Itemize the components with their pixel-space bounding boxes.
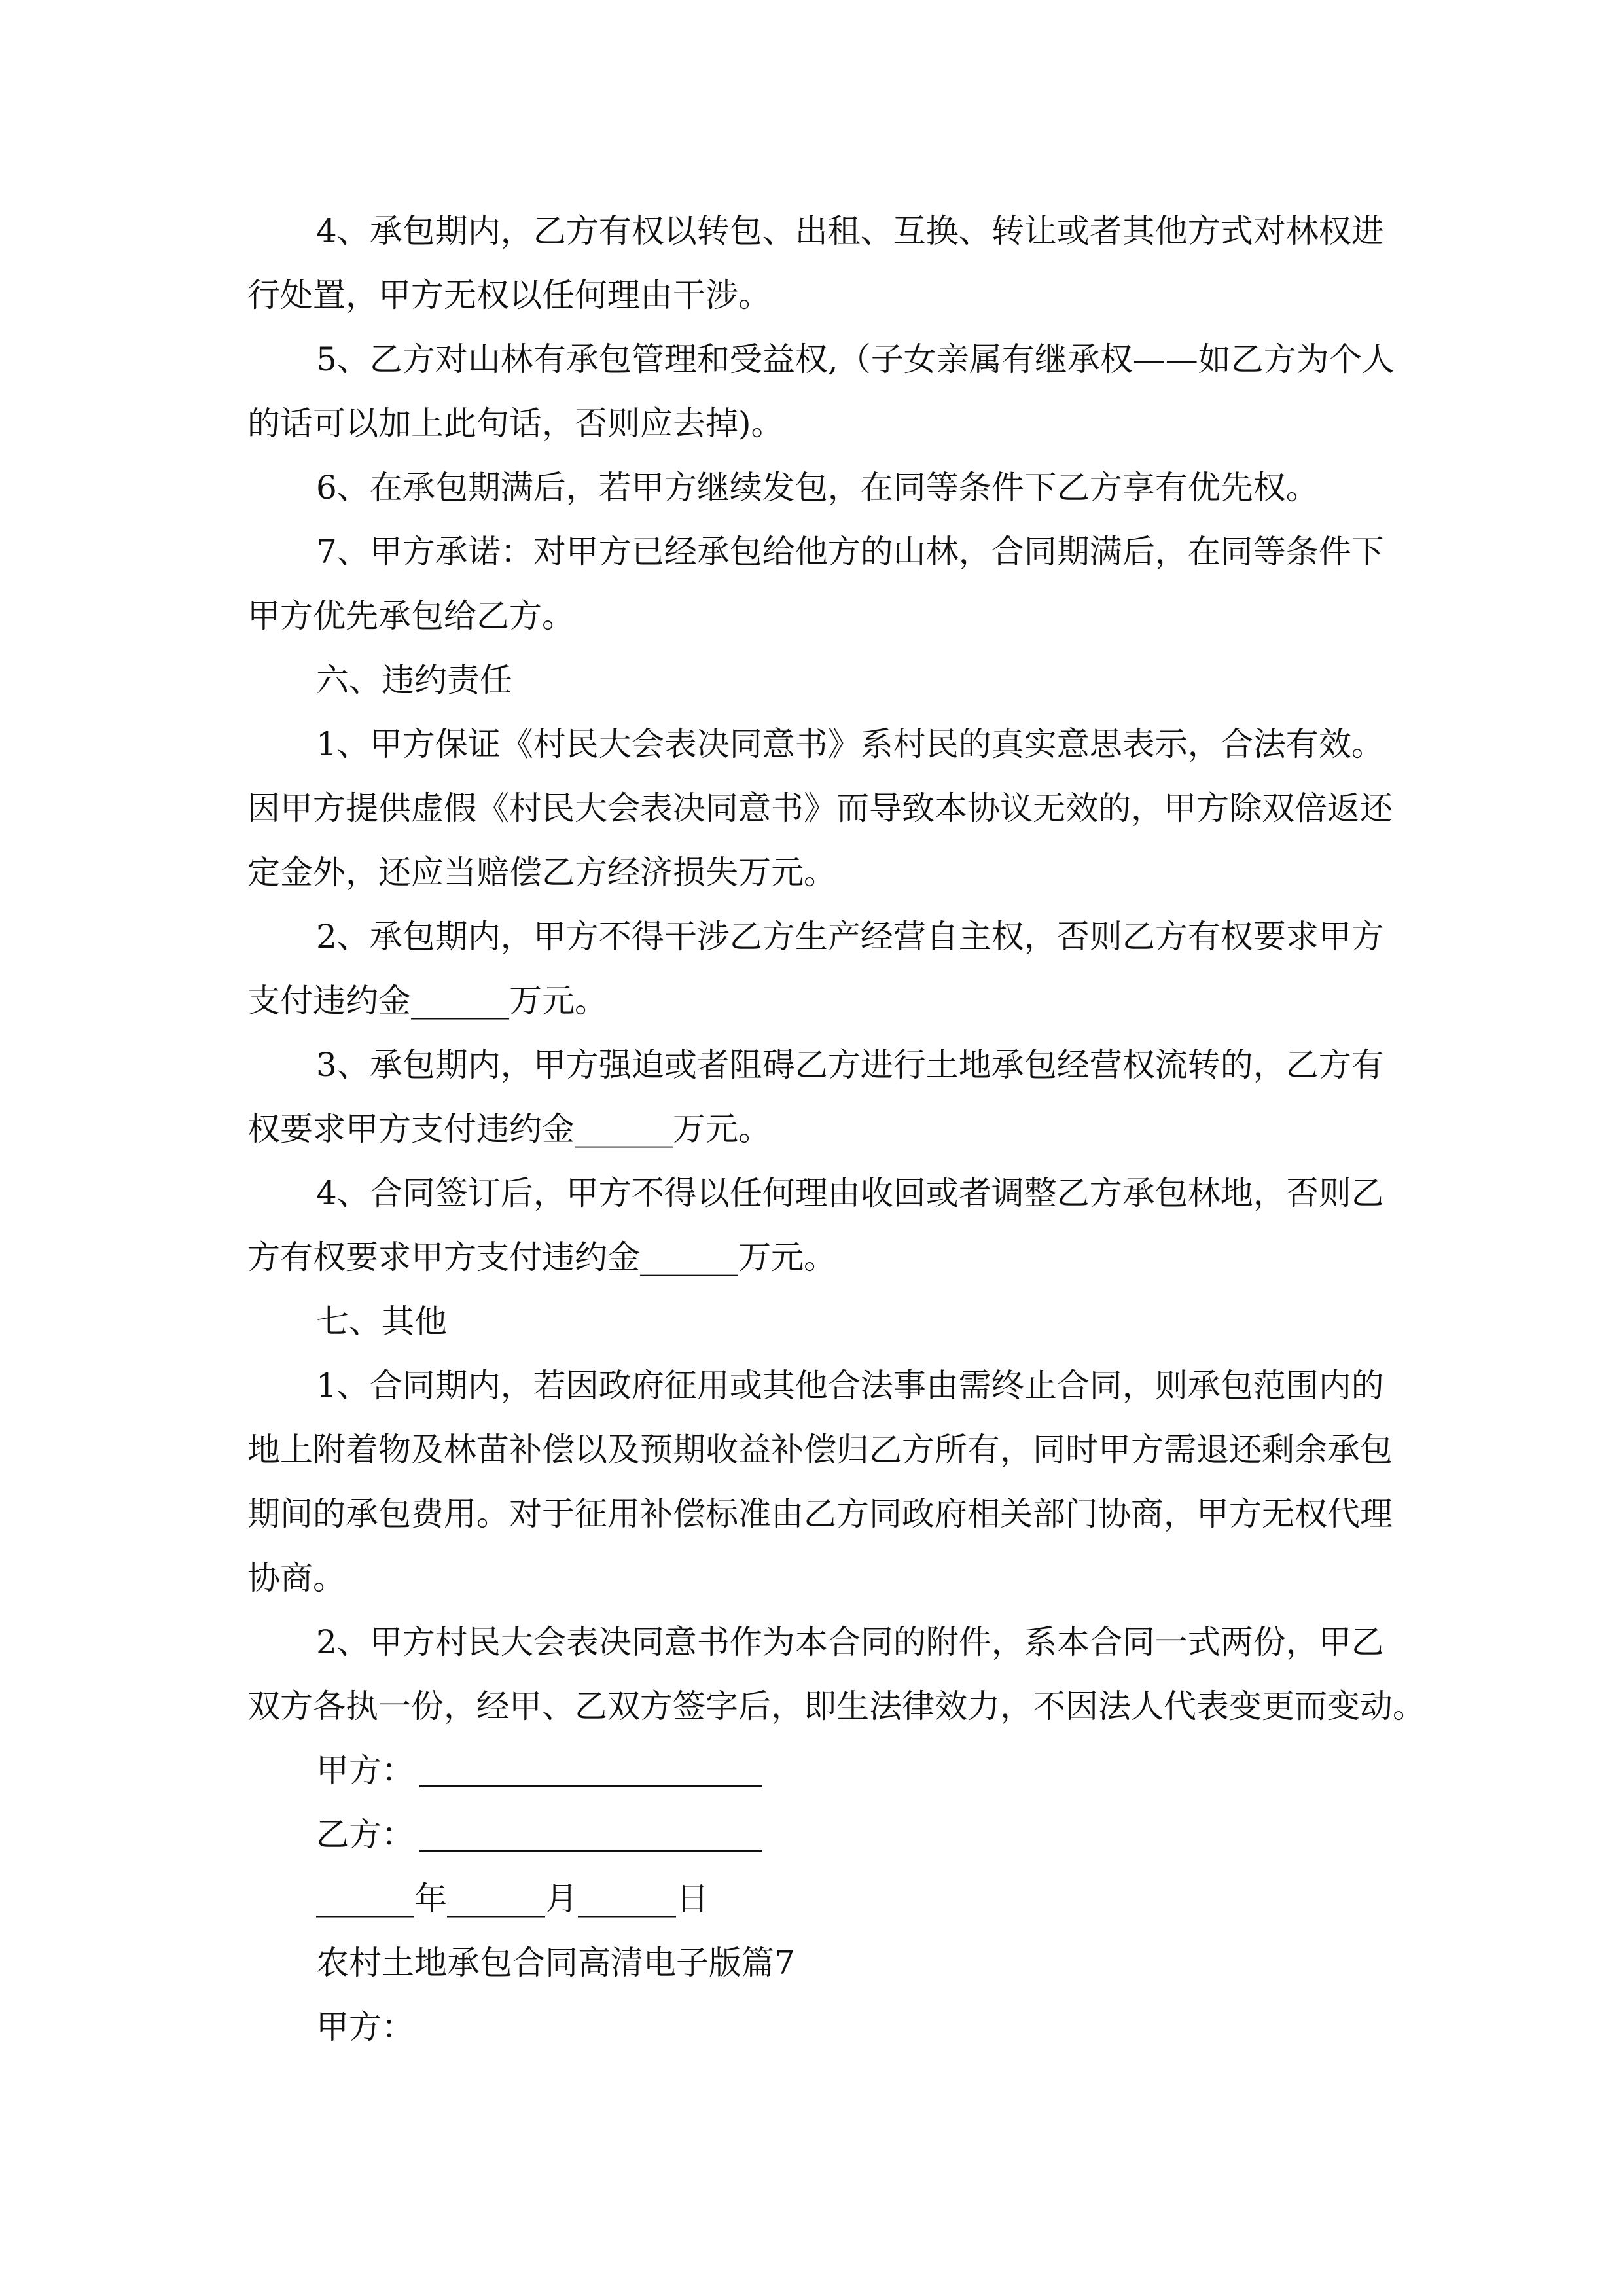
line-text: 支付违约金______万元。 bbox=[247, 982, 607, 1020]
line-text: 定金外，还应当赔偿乙方经济损失万元。 bbox=[247, 853, 836, 891]
text-line bbox=[247, 1546, 1383, 1610]
line-text: 因甲方提供虚假《村民大会表决同意书》而导致本协议无效的，甲方除双倍返还 bbox=[247, 789, 1393, 827]
text-line bbox=[247, 1033, 1383, 1097]
line-text: 协商。 bbox=[247, 1559, 346, 1597]
text-line bbox=[247, 263, 1383, 327]
text-line bbox=[247, 199, 1383, 263]
line-text: 4、承包期内，乙方有权以转包、出租、互换、转让或者其他方式对林权进 bbox=[316, 212, 1384, 250]
text-line bbox=[247, 1931, 1383, 1995]
line-text: 方有权要求甲方支付违约金______万元。 bbox=[247, 1238, 836, 1276]
text-line bbox=[247, 905, 1383, 969]
text-line bbox=[247, 1161, 1383, 1225]
line-text: 的话可以加上此句话，否则应去掉)。 bbox=[247, 404, 784, 442]
text-line bbox=[247, 1674, 1425, 1738]
line-text: 行处置，甲方无权以任何理由干涉。 bbox=[247, 276, 771, 314]
text-line bbox=[247, 327, 1395, 391]
text-line bbox=[247, 1289, 1383, 1354]
text-line bbox=[247, 1867, 1383, 1931]
text-line bbox=[247, 969, 1383, 1033]
line-text: 权要求甲方支付违约金______万元。 bbox=[247, 1110, 771, 1148]
line-text: 1、甲方保证《村民大会表决同意书》系村民的真实意思表示，合法有效。 bbox=[316, 725, 1384, 763]
line-text: 5、乙方对山林有承包管理和受益权,（子女亲属有继承权——如乙方为个人 bbox=[316, 340, 1395, 378]
line-text: 6、在承包期满后，若甲方继续发包，在同等条件下乙方享有优先权。 bbox=[316, 469, 1319, 507]
line-text: 2、承包期内，甲方不得干涉乙方生产经营自主权，否则乙方有权要求甲方 bbox=[316, 918, 1384, 956]
text-line bbox=[247, 1482, 1393, 1546]
text-line bbox=[247, 648, 1383, 712]
text-line bbox=[247, 1354, 1383, 1418]
line-text: 2、甲方村民大会表决同意书作为本合同的附件，系本合同一式两份，甲乙 bbox=[316, 1623, 1384, 1661]
line-text: 3、承包期内，甲方强迫或者阻碍乙方进行土地承包经营权流转的，乙方有 bbox=[316, 1046, 1384, 1084]
line-text: 双方各执一份，经甲、乙双方签字后，即生法律效力，不因法人代表变更而变动。 bbox=[247, 1687, 1425, 1725]
text-line bbox=[247, 456, 1383, 520]
text-line bbox=[247, 520, 1383, 584]
text-line bbox=[247, 1418, 1393, 1482]
line-text: 甲方： bbox=[316, 1751, 414, 1789]
document-page bbox=[247, 199, 1425, 2059]
text-line bbox=[247, 840, 1383, 905]
line-text: ______年______月______日 bbox=[316, 1880, 709, 1918]
line-text: 期间的承包费用。对于征用补偿标准由乙方同政府相关部门协商，甲方无权代理 bbox=[247, 1495, 1393, 1533]
signature-blank bbox=[419, 1823, 762, 1852]
text-line bbox=[247, 1097, 1383, 1161]
signature-line bbox=[247, 1738, 1383, 1803]
line-text: 六、违约责任 bbox=[316, 661, 512, 699]
signature-blank bbox=[419, 1759, 762, 1787]
line-text: 七、其他 bbox=[316, 1302, 447, 1340]
line-text: 地上附着物及林苗补偿以及预期收益补偿归乙方所有，同时甲方需退还剩余承包 bbox=[247, 1431, 1393, 1469]
line-text: 甲方： bbox=[316, 2008, 414, 2046]
text-line bbox=[247, 1610, 1383, 1674]
line-text: 4、合同签订后，甲方不得以任何理由收回或者调整乙方承包林地，否则乙 bbox=[316, 1174, 1384, 1212]
line-text: 甲方优先承包给乙方。 bbox=[247, 597, 575, 635]
text-line bbox=[247, 584, 1383, 648]
line-text: 乙方： bbox=[316, 1816, 414, 1854]
line-text: 7、甲方承诺：对甲方已经承包给他方的山林，合同期满后，在同等条件下 bbox=[316, 533, 1384, 571]
text-line bbox=[247, 1225, 1383, 1289]
line-text: 农村土地承包合同高清电子版篇7 bbox=[316, 1944, 795, 1982]
text-line bbox=[247, 776, 1393, 840]
text-line bbox=[247, 391, 1383, 456]
text-line bbox=[247, 1995, 1383, 2059]
line-text: 1、合同期内，若因政府征用或其他合法事由需终止合同，则承包范围内的 bbox=[316, 1367, 1384, 1405]
signature-line bbox=[247, 1803, 1383, 1867]
text-line bbox=[247, 712, 1383, 776]
